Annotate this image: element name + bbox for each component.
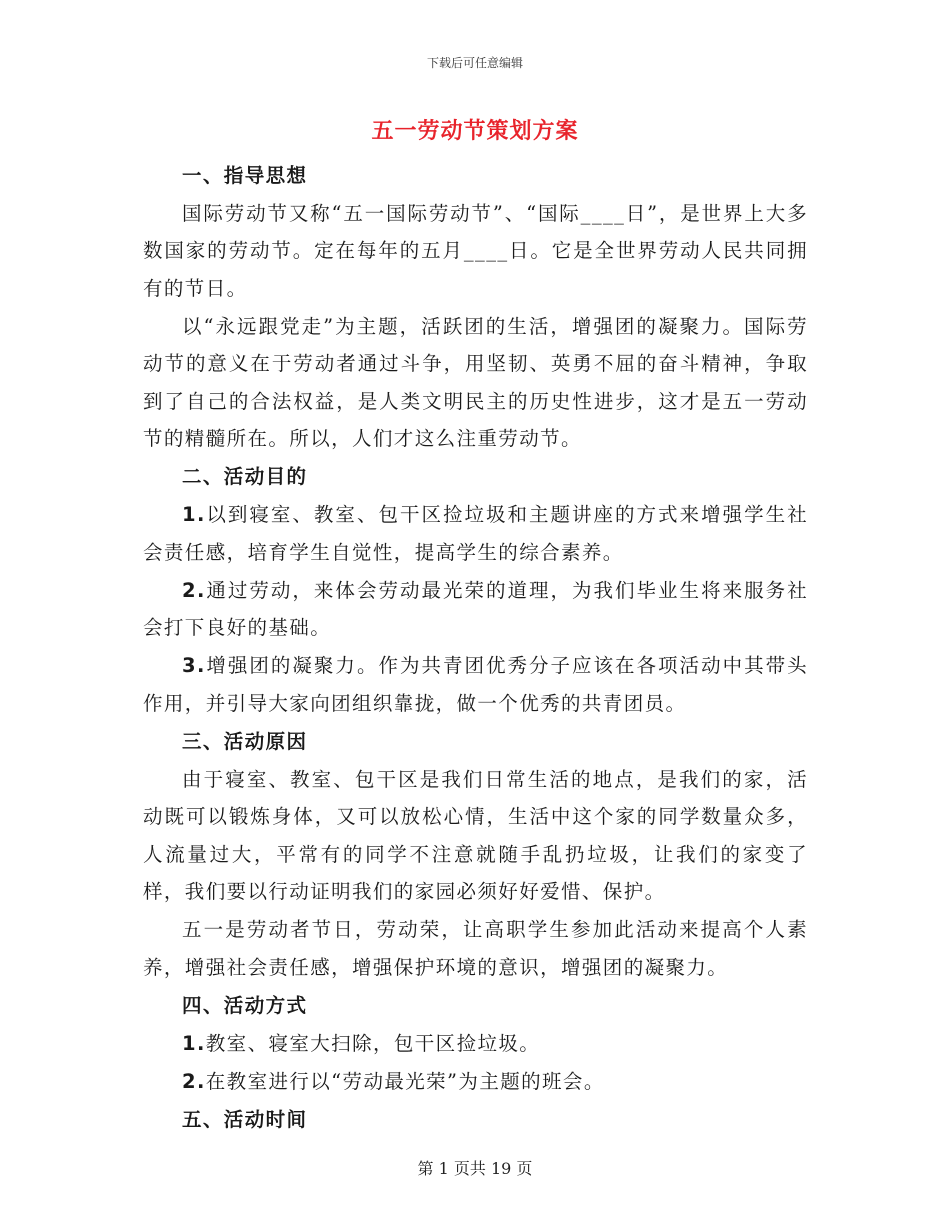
section-heading: 四、活动方式	[182, 993, 308, 1017]
document-title: 五一劳动节策划方案	[371, 118, 579, 144]
list-item-number: 2.	[182, 1069, 206, 1093]
list-item	[143, 1063, 808, 1101]
list-item-text: 教室、寝室大扫除，包干区捡垃圾。	[205, 1031, 541, 1055]
page-header-note: 下载后可任意编辑	[426, 56, 523, 70]
paragraph: 由于寝室、教室、包干区是我们日常生活的地点，是我们的家，活动既可以锻炼身体，又可以放松心情，生活中这个家的同学数量众多，人流量过大，平常有的同学不注意就随手乱扔垃圾，让我们的家变了样，我们要以行动证明我们的家园必须好好爱惜、保护。	[143, 767, 808, 903]
list-item-text: 在教室进行以“劳动最光荣”为主题的班会。	[205, 1069, 605, 1093]
list-item-text: 增强团的凝聚力。作为共青团优秀分子应该在各项活动中其带头作用，并引导大家向团组织靠拢，做一个优秀的共青团员。	[143, 654, 808, 715]
paragraph: 以“永远跟党走”为主题，活跃团的生活，增强团的凝聚力。国际劳动节的意义在于劳动者通过斗争，用坚韧、英勇不屈的奋斗精神，争取到了自己的合法权益，是人类文明民主的历史性进步，这才是五一劳动节的精髓所在。所以，人们才这么注重劳动节。	[143, 314, 808, 450]
list-item	[143, 572, 808, 647]
list-item-number: 2.	[182, 578, 206, 602]
section-heading: 三、活动原因	[182, 729, 308, 753]
list-item	[143, 647, 808, 722]
paragraph: 国际劳动节又称“五一国际劳动节”、“国际____日”，是世界上大多数国家的劳动节。定在每年的五月____日。它是全世界劳动人民共同拥有的节日。	[143, 201, 808, 300]
list-item	[143, 496, 808, 571]
list-item	[143, 1025, 808, 1063]
list-item-text: 以到寝室、教室、包干区捡垃圾和主题讲座的方式来增强学生社会责任感，培育学生自觉性，提高学生的综合素养。	[143, 503, 808, 564]
section-heading: 一、指导思想	[182, 163, 308, 187]
paragraph: 五一是劳动者节日，劳动荣，让高职学生参加此活动来提高个人素养，增强社会责任感，增强保护环境的意识，增强团的凝聚力。	[143, 918, 808, 979]
list-item-number: 1.	[182, 1031, 206, 1055]
list-item-number: 1.	[182, 503, 206, 526]
page-footer: 第 1 页共 19 页	[417, 1159, 533, 1178]
list-item-text: 通过劳动，来体会劳动最光荣的道理，为我们毕业生将来服务社会打下良好的基础。	[143, 578, 808, 639]
section-heading: 五、活动时间	[182, 1107, 308, 1131]
list-item-number: 3.	[182, 654, 206, 677]
document-body	[143, 156, 808, 1139]
section-heading: 二、活动目的	[182, 465, 308, 488]
